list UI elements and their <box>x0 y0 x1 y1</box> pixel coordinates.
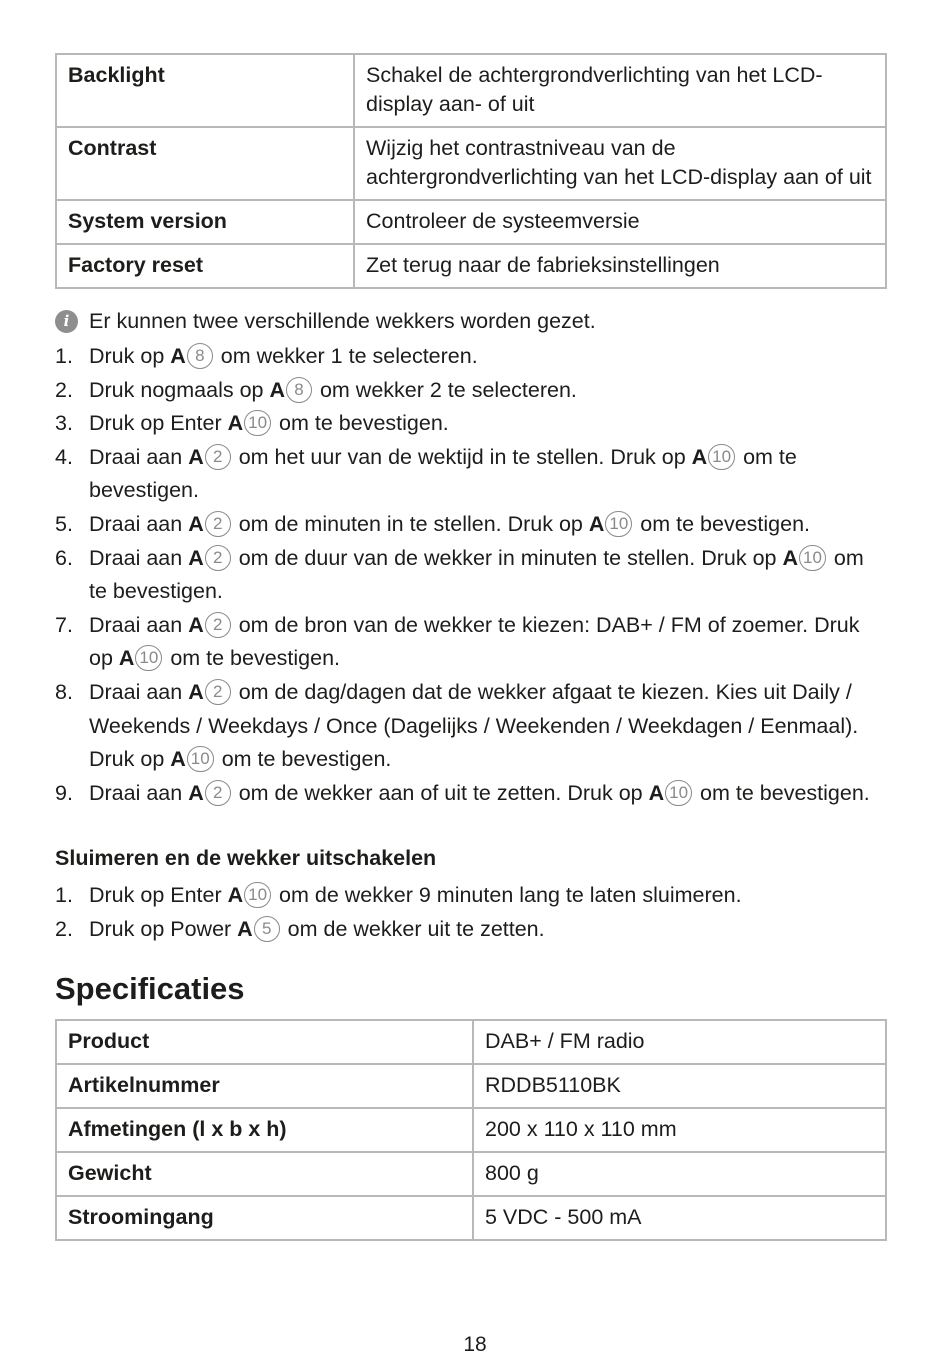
info-note <box>55 307 887 336</box>
settings-table-row <box>56 127 886 200</box>
step-number: 9. <box>55 780 73 805</box>
part-number-circle: 2 <box>205 444 231 470</box>
specs-table-value: 5 VDC - 500 mA <box>473 1196 886 1240</box>
specs-heading: Specificaties <box>55 970 245 1006</box>
step-text-segment: Druk nogmaals op <box>89 377 270 402</box>
settings-table-value: Controleer de systeemversie <box>354 200 886 244</box>
step-text <box>89 407 887 441</box>
step-item <box>55 609 887 676</box>
specs-table-value: RDDB5110BK <box>473 1064 886 1108</box>
part-number-circle: 10 <box>244 410 271 436</box>
part-number-circle: 10 <box>605 511 632 537</box>
step-text-segment: om het uur van de wektijd in te stellen. Druk op <box>232 444 692 469</box>
step-number: 2. <box>55 916 73 941</box>
settings-table-row <box>56 200 886 244</box>
part-number-circle: 2 <box>205 612 231 638</box>
specs-table-row <box>56 1196 886 1240</box>
step-text-segment: om de wekker 9 minuten lang te laten sluimeren. <box>273 883 742 908</box>
step-text-segment: Draai aan <box>89 444 189 469</box>
step-text <box>89 542 887 609</box>
specs-table-row <box>56 1020 886 1064</box>
step-text-segment: Draai aan <box>89 612 189 637</box>
step-number: 7. <box>55 612 73 637</box>
part-reference-letter: A <box>188 679 204 704</box>
step-text <box>89 913 887 947</box>
step-item <box>55 407 887 441</box>
step-text <box>89 609 887 676</box>
specs-table-value: 800 g <box>473 1152 886 1196</box>
part-number-circle: 10 <box>665 780 692 806</box>
step-text-segment: Draai aan <box>89 545 189 570</box>
step-text-segment: om de wekker aan of uit te zetten. Druk op <box>232 780 649 805</box>
settings-table-row <box>56 244 886 288</box>
step-number: 4. <box>55 444 73 469</box>
step-text-segment: Druk op Enter <box>89 883 228 908</box>
part-reference-letter: A <box>170 747 186 772</box>
settings-table-key: System version <box>56 200 354 244</box>
part-reference-letter: A <box>648 780 665 805</box>
info-icon: i <box>55 310 78 333</box>
step-text <box>89 441 887 508</box>
specs-table-row <box>56 1064 886 1108</box>
step-text <box>89 508 887 542</box>
settings-table-value: Zet terug naar de fabrieksinstellingen <box>354 244 886 288</box>
step-number: 6. <box>55 545 73 570</box>
step-text-segment: Draai aan <box>89 780 189 805</box>
step-text <box>89 879 887 913</box>
part-reference-letter: A <box>227 411 244 436</box>
document-page <box>55 53 887 1241</box>
part-number-circle: 2 <box>205 679 231 705</box>
settings-table-value: Schakel de achtergrondverlichting van het LCD-display aan- of uit <box>354 54 886 127</box>
part-number-circle: 10 <box>135 645 162 671</box>
part-number-circle: 8 <box>187 343 213 369</box>
specs-table-row <box>56 1108 886 1152</box>
step-number: 3. <box>55 411 73 436</box>
part-number-circle: 5 <box>254 916 280 942</box>
snooze-heading: Sluimeren en de wekker uitschakelen <box>55 846 437 871</box>
step-item <box>55 879 887 913</box>
step-item <box>55 676 887 777</box>
part-reference-letter: A <box>188 511 204 536</box>
part-reference-letter: A <box>118 646 135 671</box>
step-text-segment: Draai aan <box>89 679 189 704</box>
specs-table-key: Gewicht <box>56 1152 473 1196</box>
step-text-segment: om te bevestigen. <box>694 780 870 805</box>
step-text-segment: Draai aan <box>89 511 189 536</box>
snooze-steps-list <box>55 879 887 946</box>
part-number-circle: 2 <box>205 780 231 806</box>
part-reference-letter: A <box>188 545 204 570</box>
step-text-segment: om de dag/dagen dat de wekker afgaat te kiezen. Kies uit Daily / Weekends / Weekdays / Once (Dagelijks / Weekenden / Weekdagen / Eenmaal). Druk op <box>89 679 859 772</box>
step-item <box>55 913 887 947</box>
part-reference-letter: A <box>170 344 186 368</box>
part-number-circle: 10 <box>708 444 735 470</box>
part-reference-letter: A <box>227 883 244 908</box>
part-reference-letter: A <box>782 545 798 570</box>
specs-table-key: Stroomingang <box>56 1196 473 1240</box>
part-reference-letter: A <box>691 444 708 469</box>
part-reference-letter: A <box>588 511 605 536</box>
step-text <box>89 777 887 811</box>
step-number: 2. <box>55 377 73 402</box>
step-number: 1. <box>55 883 73 908</box>
part-reference-letter: A <box>188 612 204 637</box>
info-note-text: Er kunnen twee verschillende wekkers worden gezet. <box>89 309 596 333</box>
step-text-segment: om te bevestigen. <box>164 646 341 671</box>
settings-table-key: Backlight <box>56 54 354 127</box>
step-item <box>55 542 887 609</box>
specs-table-row <box>56 1152 886 1196</box>
settings-table-value: Wijzig het contrastniveau van de achtergrondverlichting van het LCD-display aan of uit <box>354 127 886 200</box>
settings-table-key: Contrast <box>56 127 354 200</box>
part-number-circle: 2 <box>205 545 231 571</box>
part-number-circle: 10 <box>799 545 826 571</box>
part-number-circle: 2 <box>205 511 231 537</box>
step-item <box>55 340 887 374</box>
step-text-segment: om wekker 2 te selecteren. <box>313 377 577 402</box>
settings-table-row <box>56 54 886 127</box>
specs-table-key: Artikelnummer <box>56 1064 473 1108</box>
step-text-segment: om te bevestigen. <box>89 545 864 604</box>
specs-table-value: 200 x 110 x 110 mm <box>473 1108 886 1152</box>
step-text <box>89 374 887 408</box>
step-item <box>55 374 887 408</box>
step-text-segment: om te bevestigen. <box>89 444 797 503</box>
step-text-segment: om de bron van de wekker te kiezen: DAB+ / FM of zoemer. Druk op <box>89 612 860 671</box>
part-reference-letter: A <box>237 916 253 941</box>
specs-table-value: DAB+ / FM radio <box>473 1020 886 1064</box>
step-item <box>55 441 887 508</box>
step-number: 8. <box>55 679 73 704</box>
part-reference-letter: A <box>269 377 285 402</box>
part-reference-letter: A <box>188 444 204 469</box>
step-text-segment: om de minuten in te stellen. Druk op <box>232 511 589 536</box>
specs-table-key: Product <box>56 1020 473 1064</box>
step-text-segment: om wekker 1 te selecteren. <box>214 344 478 368</box>
step-item <box>55 508 887 542</box>
step-text <box>89 340 887 374</box>
alarm-steps-list <box>55 340 887 810</box>
step-text-segment: Druk op Power <box>89 916 238 941</box>
settings-table <box>55 53 887 289</box>
page-number: 18 <box>463 1333 487 1356</box>
step-text-segment: om te bevestigen. <box>273 411 449 436</box>
step-text-segment: om de duur van de wekker in minuten te stellen. Druk op <box>232 545 783 570</box>
step-number: 1. <box>55 344 73 368</box>
step-number: 5. <box>55 511 73 536</box>
step-text-segment: om te bevestigen. <box>215 747 392 772</box>
specs-table <box>55 1019 887 1241</box>
step-item <box>55 777 887 811</box>
part-number-circle: 8 <box>286 377 312 403</box>
step-text-segment: om te bevestigen. <box>634 511 811 536</box>
part-number-circle: 10 <box>244 882 271 908</box>
part-number-circle: 10 <box>187 746 214 772</box>
specs-table-key: Afmetingen (l x b x h) <box>56 1108 473 1152</box>
step-text-segment: Druk op <box>89 344 171 368</box>
part-reference-letter: A <box>188 780 204 805</box>
settings-table-key: Factory reset <box>56 244 354 288</box>
step-text-segment: Druk op Enter <box>89 411 228 436</box>
step-text-segment: om de wekker uit te zetten. <box>281 916 545 941</box>
step-text <box>89 676 887 777</box>
